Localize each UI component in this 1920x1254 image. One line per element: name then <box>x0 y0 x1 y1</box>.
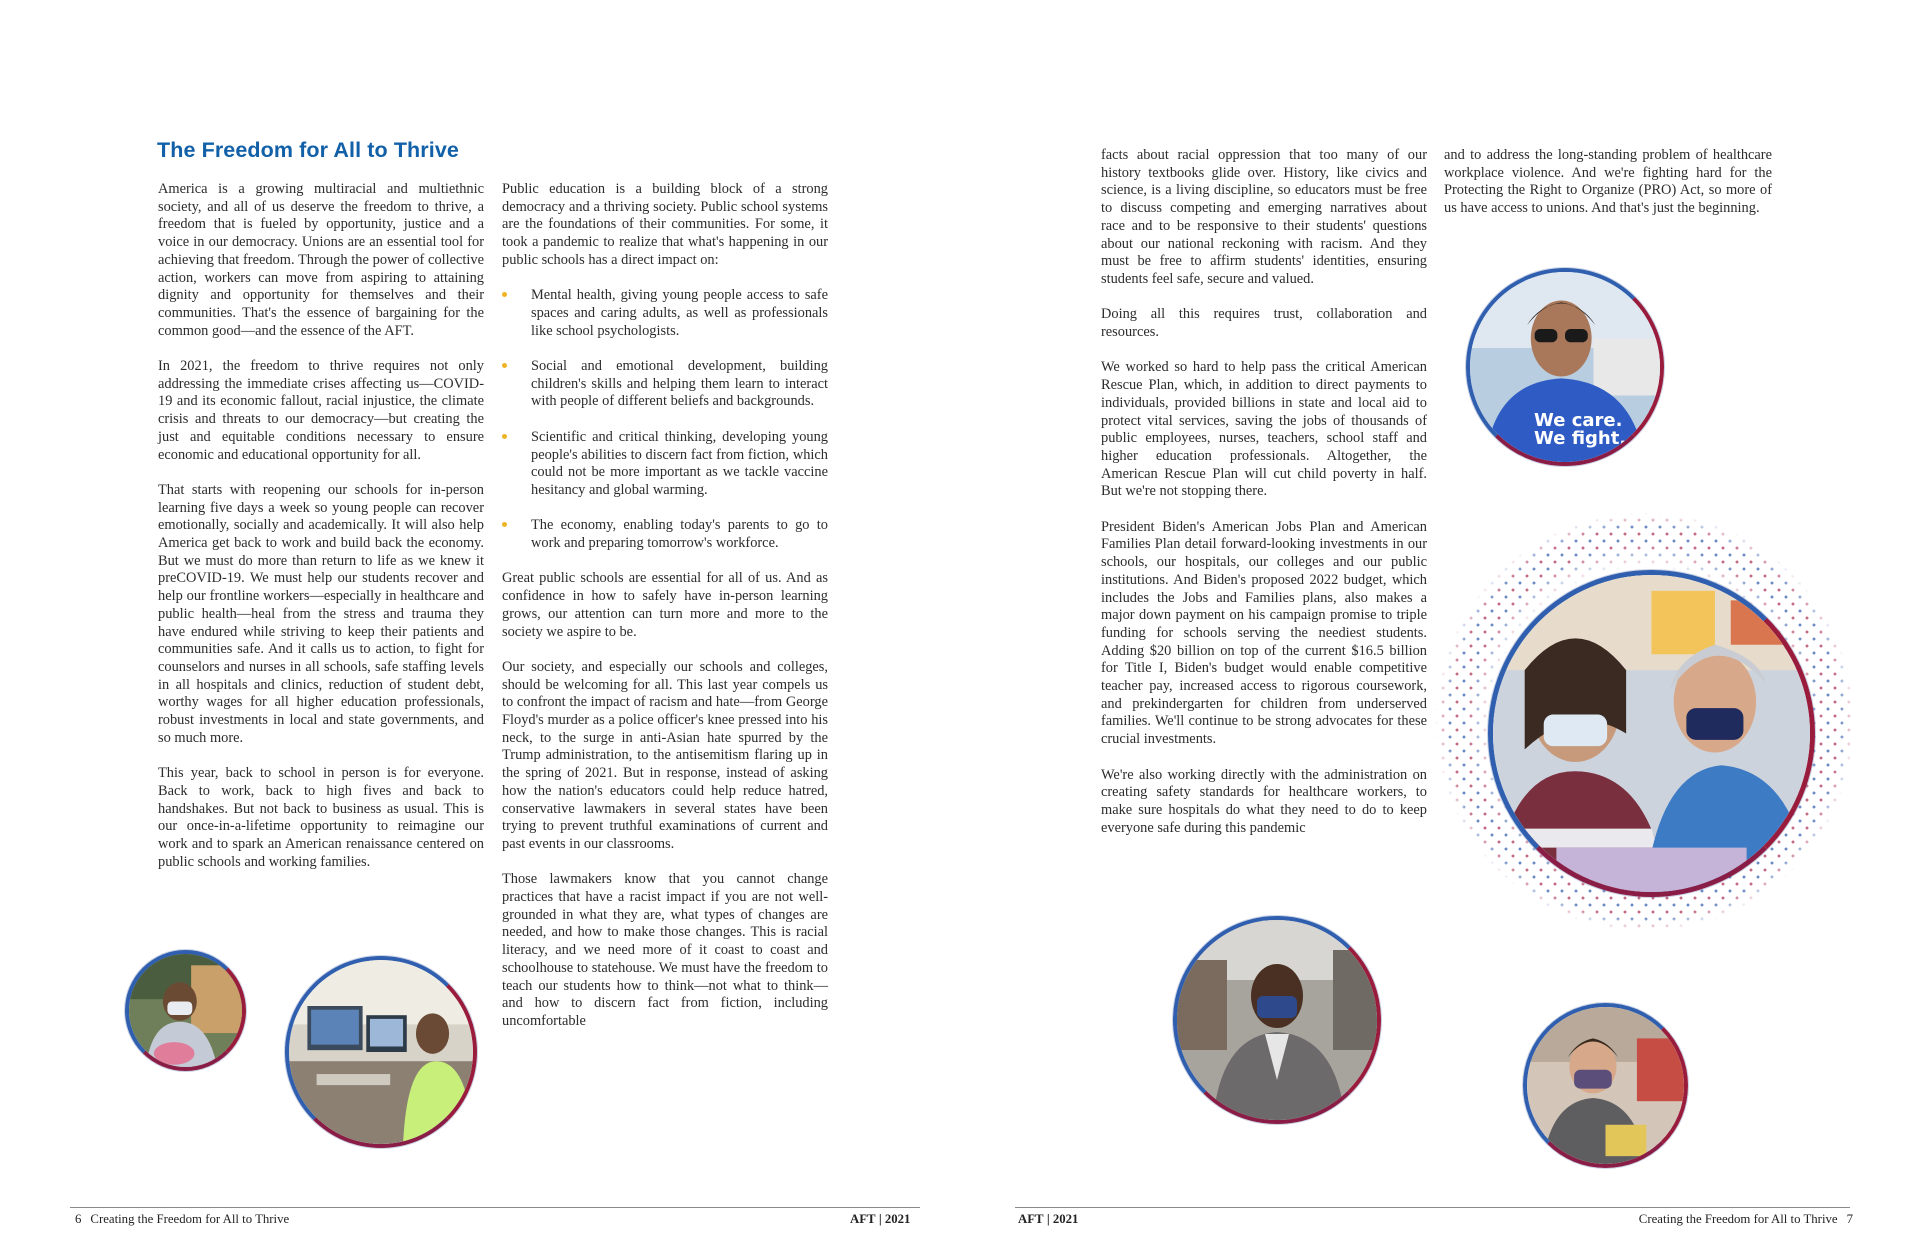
article-title: The Freedom for All to Thrive <box>157 138 459 162</box>
list-item-text: The economy, enabling today's parents to go to work and preparing tomorrow's workforce. <box>531 517 828 551</box>
year: 2021 <box>884 1212 911 1226</box>
photo-man-street <box>1173 916 1381 1124</box>
org-name: AFT <box>850 1212 876 1226</box>
footer-left <box>75 1212 289 1227</box>
list-item <box>502 517 828 552</box>
bullet-icon <box>502 434 507 439</box>
bullet-icon <box>502 522 507 527</box>
running-title: Creating the Freedom for All to Thrive <box>1638 1212 1838 1226</box>
list-item <box>502 429 828 500</box>
text-column-4 <box>1444 147 1772 236</box>
right-page <box>960 0 1920 1254</box>
footer-right-org: AFT | 2021 <box>1018 1212 1079 1226</box>
page-number: 6 <box>75 1212 82 1226</box>
photo-image <box>1493 575 1810 892</box>
footer-rule <box>70 1207 920 1208</box>
paragraph: President Biden's American Jobs Plan and American Families Plan detail forward-looking investments in our schools, our hospitals, our colleges and our public institutions. And Biden's proposed 2022 budget, which includes the Jobs and Families plans, also makes a major down payment on his campaign promise to triple funding for schools serving the neediest students. Adding $20 billion on top of the current $16.5 billion for Title I, Biden's budget would enable competitive teacher pay, increased access to rigorous coursework, and prekindergarten for children from underserved families. We'll continue to be strong advocates for these crucial investments. <box>1101 518 1427 748</box>
list-item <box>502 358 828 411</box>
photo-image <box>129 954 242 1067</box>
photo-union-member <box>1466 268 1664 466</box>
org-name: AFT <box>1018 1212 1044 1226</box>
photo-teacher-student <box>1488 570 1815 897</box>
paragraph: We're also working directly with the administration on creating safety standards for healthcare workers, to make sure hospitals do what they need to do to keep everyone safe during this pandemic <box>1101 766 1427 836</box>
paragraph: Those lawmakers know that you cannot change practices that have a racist impact if you are not well-grounded in what they are, what types of changes are needed, and how to make those changes. This is racial literacy, and we need more of it coast to coast and schoolhouse to statehouse. We must have the freedom to teach our students how to think—not what to think—and how to discern fact from fiction, including uncomfortable <box>502 871 828 1029</box>
text-column-3 <box>1101 147 1427 855</box>
list-item <box>502 287 828 340</box>
page-number: 7 <box>1846 1212 1853 1226</box>
list-item-text: Social and emotional development, building children's skills and helping them learn to interact with people of different beliefs and backgrounds. <box>531 358 828 410</box>
photo-image <box>1527 1007 1684 1164</box>
footer-left-org: AFT | 2021 <box>850 1212 911 1226</box>
text-column-2 <box>502 181 828 1048</box>
bullet-icon <box>502 292 507 297</box>
paragraph: Public education is a building block of a strong democracy and a thriving society. Public school systems are the foundations of their communities. For some, it took a pandemic to realize that what's happening in our public schools has a direct impact on: <box>502 181 828 268</box>
year: 2021 <box>1052 1212 1079 1226</box>
bullet-icon <box>502 363 507 368</box>
paragraph: America is a growing multiracial and multiethnic society, and all of us deserve the freedom to thrive, a freedom that is fueled by opportunity, justice and a voice in our democracy. Unions are an essential tool for achieving that freedom. Through the power of collective action, workers can move from aspiring to attaining dignity and opportunity for themselves and their communities. That's the essence of bargaining for the common good—and the essence of the AFT. <box>158 181 484 339</box>
photo-image <box>289 960 473 1144</box>
running-title: Creating the Freedom for All to Thrive <box>90 1212 290 1226</box>
paragraph: That starts with reopening our schools for in-person learning five days a week so young people can recover emotionally, socially and academically. It will also help America get back to work and build back the economy. But we must do more than return to life as we knew it preCOVID-19. We must help our students recover and help our frontline workers—especially in healthcare and public health—heal from the stress and trauma they have endured while striving to keep their patients and communities safe. And it calls us to action, to fight for counselors and nurses in all schools, safe staffing levels in all hospitals and clinics, reduction of student debt, worthy wages for all higher education professionals, robust investments in local and state governments, and so much more. <box>158 481 484 746</box>
photo-image <box>1177 920 1377 1120</box>
footer-right <box>1639 1212 1853 1227</box>
list-item-text: Scientific and critical thinking, developing young people's abilities to discern fact from fiction, which could not be more important as we tackle vaccine hesitancy and global warming. <box>531 428 828 498</box>
paragraph: and to address the long-standing problem of healthcare workplace violence. And we're fighting hard for the Protecting the Right to Organize (PRO) Act, so more of us have access to unions. And that's just the beginning. <box>1444 147 1772 217</box>
text-column-1 <box>158 181 484 889</box>
paragraph: Our society, and especially our schools and colleges, should be welcoming for all. This last year compels us to confront the impact of racism and hate—from George Floyd's murder as a police officer's knee pressed into his neck, to the surge in anti-Asian hate spurred by the Trump administration, to the antisemitism flaring up in the spring of 2021. But in response, instead of asking how the nation's educators could help reduce hatred, conservative lawmakers in several states have been trying to prevent truthful examinations of current and past events in our classrooms. <box>502 658 828 852</box>
photo-masked-student <box>125 950 246 1071</box>
paragraph: Great public schools are essential for all of us. And as confidence in how to safely have in-person learning grows, our attention can turn more and more to the society we aspire to be. <box>502 570 828 640</box>
list-item-text: Mental health, giving young people access to safe spaces and caring adults, as well as professionals like school psychologists. <box>531 287 828 339</box>
paragraph: This year, back to school in person is for everyone. Back to work, back to high fives and back to handshakes. But not back to business as usual. This is our once-in-a-lifetime opportunity to reimagine our work and to spark an American renaissance centered on public schools and working families. <box>158 765 484 870</box>
paragraph: In 2021, the freedom to thrive requires not only addressing the immediate crises affecting us—COVID-19 and its economic fallout, racial injustice, the climate crisis and threats to our democracy—but creating the just and equitable conditions necessary to ensure economic and educational opportunity for all. <box>158 358 484 463</box>
impact-list <box>502 287 828 553</box>
shirt-text: We care. We fight. <box>1534 410 1627 449</box>
photo-computer-lab <box>285 956 477 1148</box>
paragraph: Doing all this requires trust, collaboration and resources. <box>1101 306 1427 341</box>
footer-rule <box>1015 1207 1850 1208</box>
photo-child-mask <box>1523 1003 1688 1168</box>
paragraph: facts about racial oppression that too many of our history textbooks glide over. History, like civics and science, is a living discipline, so educators must be free to discuss competing and emerging narratives about race and to be responsive to their students' questions about our national reckoning with racism. And they must be free to affirm students' identities, ensuring students feel safe, secure and valued. <box>1101 147 1427 287</box>
paragraph: We worked so hard to help pass the critical American Rescue Plan, which, in addition to direct payments to individuals, provided billions in state and local aid to protect vital services, saving the jobs of thousands of public employees, nurses, teachers, school staff and higher education professionals. Altogether, the American Rescue Plan will cut child poverty in half. But we're not stopping there. <box>1101 359 1427 500</box>
